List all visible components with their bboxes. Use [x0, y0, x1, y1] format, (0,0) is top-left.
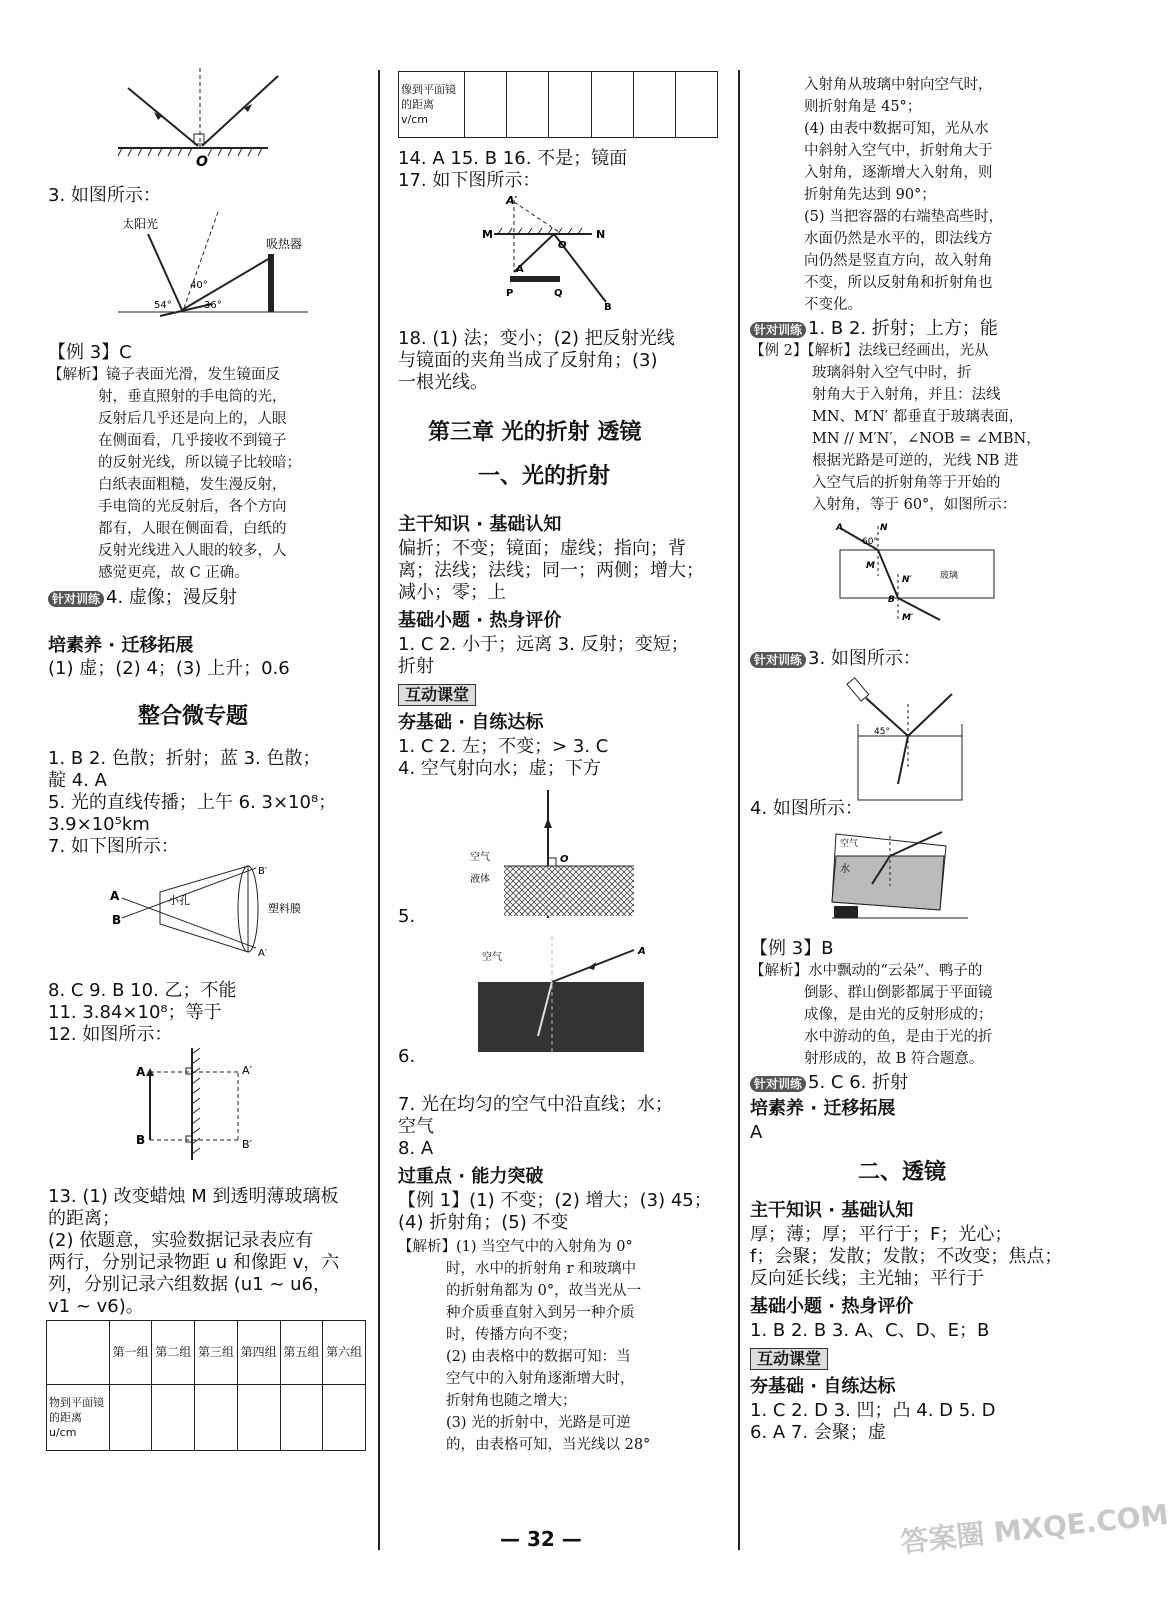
q13-line: 列，分别记录六组数据 (u1 ~ u6，: [48, 1274, 331, 1295]
svg-text:B: B: [888, 595, 895, 605]
analysis-line: 不变化。: [804, 297, 862, 313]
example-1-line: 【例 1】(1) 不变；(2) 增大；(3) 45；: [398, 1190, 712, 1211]
knowledge-line: 反向延长线；主光轴；平行于: [750, 1268, 984, 1289]
integration-line: 7. 如下图所示：: [48, 836, 179, 857]
example-3-line: 在侧面看，几乎接收不到镜子: [98, 433, 287, 449]
answers-14-16: 14. A 15. B 16. 不是；镜面: [398, 148, 628, 169]
svg-text:36°: 36°: [204, 300, 222, 311]
air-glass-figure: [468, 936, 648, 1056]
svg-text:空气: 空气: [470, 852, 490, 863]
section-title-lens: 二、透镜: [858, 1160, 947, 1185]
svg-text:液体: 液体: [470, 874, 490, 885]
svg-text:A′: A′: [242, 1064, 253, 1077]
integration-line: 12. 如图所示：: [48, 1024, 173, 1045]
example-3-line: 水中游动的鱼，是由于光的折: [804, 1029, 993, 1045]
section-heading: 夯基础 · 自练达标: [750, 1376, 896, 1397]
analysis-line: 的折射角都为 0°，故当光从一: [446, 1283, 642, 1299]
q4-answer: 4. 虚像；漫反射: [106, 587, 237, 608]
knowledge-line: 偏折；不变；镜面；虚线；指向；背: [398, 538, 686, 559]
svg-text:60°: 60°: [862, 537, 878, 547]
analysis-line: 则折射角是 45°；: [804, 99, 922, 115]
practice-line: 6. A 7. 会聚；虚: [750, 1422, 886, 1443]
example-3-line: 感觉更亮，故 C 正确。: [98, 565, 249, 581]
analysis-line: (5) 当把容器的右端垫高些时，: [804, 209, 1004, 225]
targeted-training-q4: [48, 587, 237, 609]
section-heading: 过重点 · 能力突破: [398, 1166, 544, 1187]
svg-text:45°: 45°: [874, 727, 890, 737]
analysis-line: 中斜射入空气中，折射角大于: [804, 143, 993, 159]
q13-line: (2) 依题意，实验数据记录表应有: [48, 1230, 314, 1251]
analysis-line: 不变，所以反射角和折射角也: [804, 275, 993, 291]
svg-text:B′: B′: [242, 1138, 253, 1151]
example-3-line: 【解析】镜子表面光滑，发生镜面反: [48, 367, 280, 383]
svg-text:O: O: [196, 154, 208, 170]
pei-answer: (1) 虚；(2) 4；(3) 上升；0.6: [48, 658, 290, 679]
q13-line: 13. (1) 改变蜡烛 M 到透明薄玻璃板: [48, 1186, 339, 1207]
q13-line: 的距离；: [48, 1208, 120, 1229]
svg-text:吸热器: 吸热器: [266, 237, 303, 251]
svg-text:P: P: [506, 288, 514, 299]
pei-answer: A: [750, 1122, 763, 1143]
example-2-line: 入射角，等于 60°，如图所示：: [812, 497, 1017, 513]
svg-text:A: A: [136, 1065, 146, 1079]
table-head: 第三组: [195, 1321, 238, 1385]
answer-line: 8. A: [398, 1138, 434, 1159]
integration-line: 11. 3.84×10⁸；等于: [48, 1002, 222, 1023]
svg-text:水: 水: [840, 864, 850, 875]
example-2-line: 射角大于入射角，并且：法线: [812, 387, 1001, 403]
q6-label: 6.: [398, 1046, 416, 1067]
table-row-label: 像到平面镜的距离 v/cm: [399, 72, 465, 138]
targeted-training-tag: 针对训练: [750, 652, 806, 668]
page-number: — 32 —: [500, 1527, 582, 1551]
svg-text:Q: Q: [554, 288, 563, 299]
section-heading: 主干知识 · 基础认知: [398, 514, 562, 535]
analysis-line: 的，由表格可知，当光线以 28°: [446, 1437, 651, 1453]
answer-line: 空气: [398, 1116, 434, 1137]
example-3-answer: 【例 3】C: [48, 342, 132, 363]
reflection-figure: [118, 68, 308, 168]
mirror-reflection-figure: [478, 192, 628, 312]
tilted-container-figure: [832, 830, 972, 920]
svg-text:太阳光: 太阳光: [122, 217, 159, 231]
example-3-line: 射形成的，故 B 符合题意。: [804, 1051, 984, 1067]
section-heading: 培素养 · 迁移拓展: [750, 1098, 896, 1119]
q17-label: 17. 如下图所示：: [398, 170, 541, 191]
basic-line: 1. C 2. 小于；远离 3. 反射；变短；: [398, 634, 689, 655]
targeted-training-tag: 针对训练: [48, 591, 104, 607]
section-heading-pei: 培素养 · 迁移拓展: [48, 635, 194, 656]
example-3-line: 反射后几乎还是向上的，人眼: [98, 411, 287, 427]
integration-line: 1. B 2. 色散；折射；蓝 3. 色散；: [48, 748, 321, 769]
q18-line: 与镜面的夹角当成了反射角；(3): [398, 350, 658, 371]
analysis-line: 入射角从玻璃中射向空气时，: [804, 77, 993, 93]
interactive-class-badge: 互动课堂: [750, 1348, 828, 1370]
svg-text:N: N: [880, 523, 888, 533]
analysis-line: (3) 光的折射中，光路是可逆: [446, 1415, 631, 1431]
knowledge-line: f；会聚；发散；发散；不改变；焦点；: [750, 1246, 1063, 1267]
table-head: 第二组: [152, 1321, 195, 1385]
svg-text:A′: A′: [506, 194, 518, 207]
svg-text:B: B: [112, 913, 122, 927]
column-divider-right: [738, 70, 740, 1550]
targeted-training-5-6: 针对训练 5. C 6. 折射: [750, 1072, 908, 1094]
table-row-label: 物到平面镜的距离 u/cm: [47, 1385, 110, 1451]
svg-text:A: A: [836, 523, 843, 533]
answer-line: 7. 光在均匀的空气中沿直线；水；: [398, 1094, 673, 1115]
interactive-class-badge: 互动课堂: [398, 684, 476, 706]
container-laser-figure: [852, 674, 972, 804]
q18-line: 一根光线。: [398, 372, 488, 393]
example-3-line: 倒影、群山倒影都属于平面镜: [804, 985, 993, 1001]
example-3-line: 射，垂直照射的手电筒的光，: [98, 389, 287, 405]
section-title-integration: 整合微专题: [138, 704, 249, 729]
table-head: 第六组: [323, 1321, 366, 1385]
table-corner: [47, 1321, 110, 1385]
section-title-refraction: 一、光的折射: [478, 464, 611, 489]
svg-text:M: M: [866, 561, 875, 571]
svg-text:玻璃: 玻璃: [940, 571, 959, 581]
analysis-line: 入射角，逐渐增大入射角，则: [804, 165, 993, 181]
targeted-training-1-2: 针对训练 1. B 2. 折射；上方；能: [750, 318, 998, 340]
practice-line: 1. C 2. D 3. 凹；凸 4. D 5. D: [750, 1400, 996, 1421]
section-heading: 基础小题 · 热身评价: [398, 610, 562, 631]
svg-text:54°: 54°: [154, 300, 172, 311]
analysis-line: 向仍然是竖直方向，故入射角: [804, 253, 993, 269]
svg-text:B′: B′: [258, 866, 268, 877]
example-3-line: 反射光线进入人眼的较多，人: [98, 543, 287, 559]
q18-line: 18. (1) 法；变小；(2) 把反射光线: [398, 328, 675, 349]
example-3-answer: 【例 3】B: [750, 938, 834, 959]
q3-label: 3. 如图所示：: [48, 185, 161, 206]
analysis-line: 水面仍然是水平的，即法线方: [804, 231, 993, 247]
q5-label: 5.: [398, 906, 416, 927]
example-3-line: 都有，人眼在侧面看，白纸的: [98, 521, 287, 537]
table-head: 第五组: [280, 1321, 323, 1385]
basic-answer: 1. B 2. B 3. A、C、D、E；B: [750, 1320, 990, 1341]
integration-line: 3.9×10⁵km: [48, 814, 150, 835]
pinhole-figure: [108, 862, 308, 962]
targeted-training-3: 针对训练 3. 如图所示：: [750, 648, 921, 670]
knowledge-line: 减小；零；上: [398, 582, 506, 603]
knowledge-line: 离；法线；法线；同一；两侧；增大；: [398, 560, 704, 581]
svg-text:塑料膜: 塑料膜: [268, 902, 301, 915]
solar-absorber-figure: [108, 212, 348, 332]
integration-line: 靛 4. A: [48, 770, 107, 791]
example-2-line: 入空气后的折射角等于开始的: [812, 475, 1001, 491]
example-2-line: MN、M′N′ 都垂直于玻璃表面，: [812, 409, 1024, 425]
q4-label: 4. 如图所示：: [750, 798, 863, 819]
table-head: 第一组: [109, 1321, 152, 1385]
svg-text:N′: N′: [902, 575, 912, 585]
svg-text:空气: 空气: [482, 952, 502, 963]
mirror-image-figure: [128, 1048, 288, 1168]
analysis-line: 时，水中的折射角 r 和玻璃中: [446, 1261, 637, 1277]
analysis-line: (2) 由表格中的数据可知：当: [446, 1349, 631, 1365]
example-3-line: 的反射光线，所以镜子比较暗；: [98, 455, 301, 471]
q13-line: v1 ~ v6)。: [48, 1296, 144, 1317]
example-1-line: (4) 折射角；(5) 不变: [398, 1212, 569, 1233]
svg-text:A: A: [110, 889, 120, 903]
analysis-line: 种介质垂直射入到另一种介质: [446, 1305, 635, 1321]
example-3-line: 白纸表面粗糙，发生漫反射，: [98, 477, 287, 493]
svg-text:O: O: [560, 854, 569, 865]
analysis-line: 【解析】(1) 当空气中的入射角为 0°: [398, 1239, 633, 1255]
example-3-line: 【解析】水中飘动的“云朵”、鸭子的: [750, 963, 983, 979]
glass-block-figure: [836, 520, 1016, 630]
svg-text:B: B: [604, 302, 612, 313]
analysis-line: 折射角也随之增大；: [446, 1393, 577, 1409]
basic-line: 折射: [398, 656, 434, 677]
section-heading: 主干知识 · 基础认知: [750, 1200, 914, 1221]
practice-line: 4. 空气射向水；虚；下方: [398, 758, 601, 779]
integration-line: 5. 光的直线传播；上午 6. 3×10⁸；: [48, 792, 337, 813]
svg-text:A: A: [516, 264, 524, 275]
svg-text:空气: 空气: [840, 839, 859, 849]
svg-text:A′: A′: [258, 948, 268, 959]
example-3-line: 成像，是由光的反射形成的；: [804, 1007, 993, 1023]
knowledge-line: 厚；薄；厚；平行于；F；光心；: [750, 1224, 1013, 1245]
svg-text:M′: M′: [902, 613, 914, 623]
svg-text:A: A: [638, 946, 646, 957]
example-3-line: 手电筒的光反射后，各个方向: [98, 499, 287, 515]
svg-text:M: M: [482, 228, 493, 241]
svg-text:B: B: [136, 1133, 146, 1147]
column-divider-left: [378, 70, 380, 1550]
svg-text:小孔: 小孔: [168, 894, 190, 907]
table-head: 第四组: [237, 1321, 280, 1385]
data-table: [46, 1320, 366, 1451]
chapter-title: 第三章 光的折射 透镜: [428, 420, 642, 445]
analysis-line: 折射角先达到 90°；: [804, 187, 936, 203]
analysis-line: (4) 由表中数据可知，光从水: [804, 121, 989, 137]
air-liquid-figure: [468, 788, 638, 918]
q13-line: 两行，分别记录物距 u 和像距 v，六: [48, 1252, 340, 1273]
practice-line: 1. C 2. 左；不变；> 3. C: [398, 736, 609, 757]
section-heading: 基础小题 · 热身评价: [750, 1296, 914, 1317]
analysis-line: 时，传播方向不变；: [446, 1327, 577, 1343]
example-2-line: 根据光路是可逆的，光线 NB 进: [812, 453, 1019, 469]
integration-line: 8. C 9. B 10. 乙；不能: [48, 980, 237, 1001]
example-2-line: 玻璃斜射入空气中时，折: [812, 365, 972, 381]
svg-text:N: N: [596, 228, 606, 241]
svg-text:O: O: [558, 240, 567, 251]
svg-text:40°: 40°: [190, 280, 208, 291]
targeted-training-tag: 针对训练: [750, 322, 806, 338]
targeted-training-tag: 针对训练: [750, 1076, 806, 1092]
watermark: 答案圈 MXQE.COM: [898, 1498, 1170, 1559]
section-heading: 夯基础 · 自练达标: [398, 712, 544, 733]
example-2-line: MN // M′N′，∠NOB = ∠MBN，: [812, 431, 1041, 447]
analysis-line: 空气中的入射角逐渐增大时，: [446, 1371, 635, 1387]
example-2-line: 【例 2】【解析】法线已经画出，光从: [750, 343, 989, 359]
data-table-continued: [398, 71, 718, 138]
